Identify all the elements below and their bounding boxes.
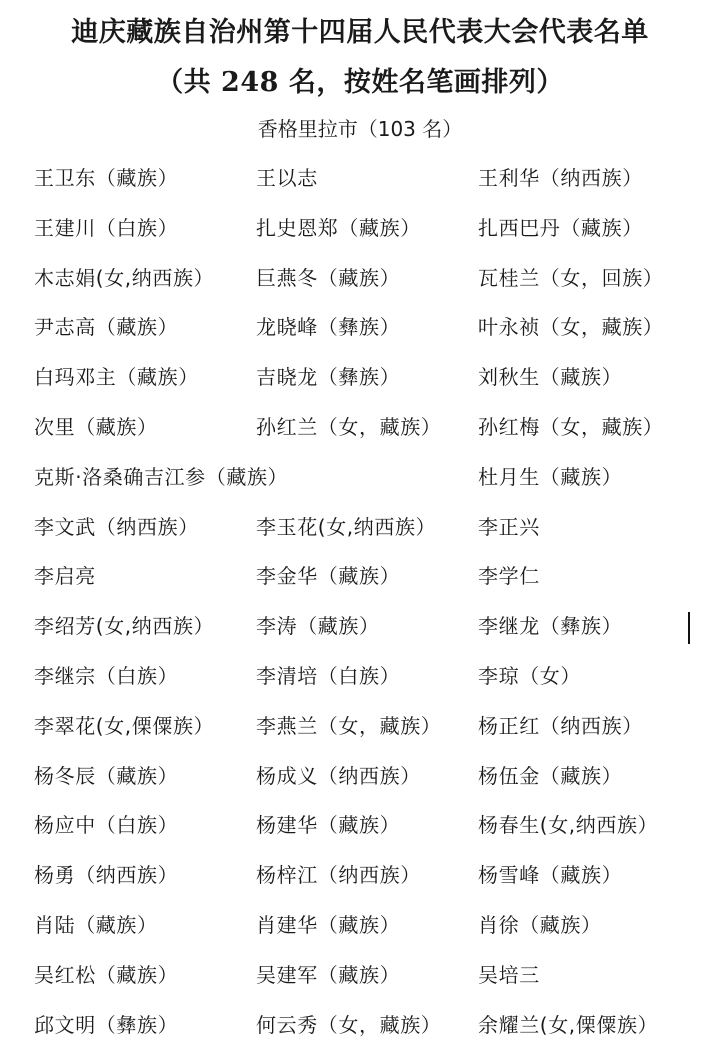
name-row <box>0 807 720 857</box>
name-row <box>0 758 720 808</box>
representative-name: 王以志 <box>256 166 318 190</box>
representative-name: 李继宗（白族） <box>34 663 179 688</box>
representative-name: 李继龙（彝族） <box>478 614 623 639</box>
representative-name: 吴红松（藏族） <box>34 962 179 987</box>
representative-name: 叶永祯（女，藏族） <box>478 315 664 340</box>
representative-name: 扎史恩郑（藏族） <box>256 215 421 240</box>
representative-name: 瓦桂兰（女，回族） <box>478 265 664 290</box>
representative-name: 杨雪峰（藏族） <box>478 863 623 888</box>
representative-name: 余耀兰(女,傈僳族） <box>478 1012 659 1037</box>
name-row <box>0 309 720 359</box>
representative-name: 李清培（白族） <box>256 663 401 688</box>
representative-name: 肖建华（藏族） <box>256 912 401 937</box>
representative-name: 杨冬辰（藏族） <box>34 763 179 788</box>
name-row <box>0 957 720 1007</box>
representative-name: 何云秀（女，藏族） <box>256 1012 442 1037</box>
representative-name: 杨成义（纳西族） <box>256 763 421 788</box>
name-row <box>0 708 720 758</box>
representative-name: 肖徐（藏族） <box>478 912 602 937</box>
representative-name: 杨梓江（纳西族） <box>256 863 421 888</box>
representative-name: 李启亮 <box>34 564 96 589</box>
representative-name: 杨正红（纳西族） <box>478 713 643 738</box>
name-row <box>0 260 720 310</box>
document-title-line1: 迪庆藏族自治州第十四届人民代表大会代表名单 <box>71 17 649 48</box>
name-row <box>0 857 720 907</box>
name-row <box>0 509 720 559</box>
name-row <box>0 359 720 409</box>
representative-name: 杨伍金（藏族） <box>478 763 623 788</box>
representative-name: 刘秋生（藏族） <box>478 365 623 390</box>
representative-name: 肖陆（藏族） <box>34 912 158 937</box>
representative-name-grid <box>0 160 720 1056</box>
name-row <box>0 409 720 459</box>
representative-name: 白玛邓主（藏族） <box>34 365 199 390</box>
representative-name: 杨春生(女,纳西族） <box>478 813 659 838</box>
representative-name: 李玉花(女,纳西族） <box>256 514 437 539</box>
representative-name: 杨建华（藏族） <box>256 813 401 838</box>
representative-name: 李正兴 <box>478 514 540 539</box>
representative-name: 木志娟(女,纳西族） <box>34 265 215 290</box>
name-row <box>0 608 720 658</box>
name-row <box>0 160 720 210</box>
representative-name: 李燕兰（女，藏族） <box>256 713 442 738</box>
name-row <box>0 907 720 957</box>
section-heading: 香格里拉市（103 名） <box>257 117 463 141</box>
representative-name: 李文武（纳西族） <box>34 514 199 539</box>
representative-name: 克斯·洛桑确吉江参（藏族） <box>34 464 289 489</box>
representative-name: 杨应中（白族） <box>34 813 179 838</box>
name-row <box>0 210 720 260</box>
representative-name: 孙红兰（女，藏族） <box>256 414 442 439</box>
representative-name: 吴建军（藏族） <box>256 962 401 987</box>
representative-name: 杨勇（纳西族） <box>34 863 179 888</box>
representative-name: 尹志高（藏族） <box>34 315 179 340</box>
representative-name: 李翠花(女,傈僳族） <box>34 713 215 738</box>
representative-name: 李学仁 <box>478 564 540 589</box>
representative-name: 扎西巴丹（藏族） <box>478 215 643 240</box>
representative-name: 吉晓龙（彝族） <box>256 365 401 390</box>
name-row <box>0 658 720 708</box>
representative-name: 邱文明（彝族） <box>34 1012 179 1037</box>
representative-name: 李绍芳(女,纳西族） <box>34 614 215 639</box>
representative-name: 王利华（纳西族） <box>478 166 643 190</box>
document-title-line2: （共 248 名，按姓名笔画排列） <box>156 67 564 98</box>
name-row <box>0 558 720 608</box>
representative-name: 王建川（白族） <box>34 215 179 240</box>
representative-name: 李琼（女） <box>478 663 581 688</box>
representative-name: 巨燕冬（藏族） <box>256 265 401 290</box>
representative-name: 孙红梅（女，藏族） <box>478 414 664 439</box>
text-cursor-mark <box>688 612 690 644</box>
representative-name: 龙晓峰（彝族） <box>256 315 401 340</box>
representative-name: 李金华（藏族） <box>256 564 401 589</box>
name-row <box>0 459 720 509</box>
representative-name: 吴培三 <box>478 962 540 987</box>
representative-name: 次里（藏族） <box>34 414 158 439</box>
representative-name: 王卫东（藏族） <box>34 166 179 190</box>
representative-name: 李涛（藏族） <box>256 614 380 639</box>
representative-name: 杜月生（藏族） <box>478 464 623 489</box>
